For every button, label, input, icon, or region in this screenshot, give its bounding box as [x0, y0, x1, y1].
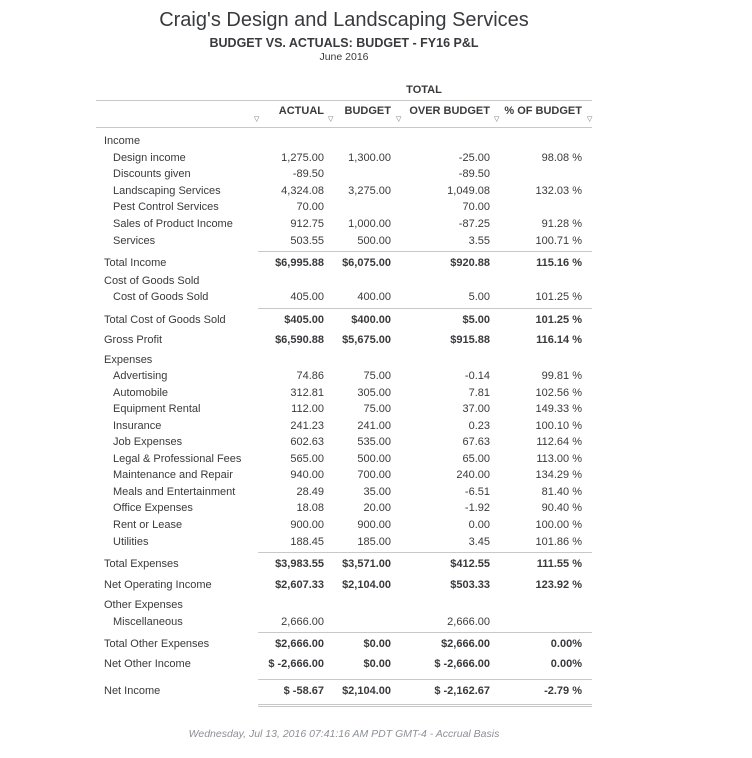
row-label: Income: [104, 135, 141, 147]
row-label: Legal & Professional Fees: [113, 453, 242, 465]
pct-budget-value[interactable]: 100.10 %: [535, 420, 582, 432]
budget-value[interactable]: 400.00: [357, 291, 391, 303]
budget-value[interactable]: 75.00: [363, 370, 391, 382]
actual-value[interactable]: 565.00: [290, 453, 324, 465]
over-budget-value[interactable]: 7.81: [468, 387, 490, 399]
actual-value: $2,607.33: [275, 579, 324, 591]
budget-value[interactable]: 241.00: [357, 420, 391, 432]
pct-budget-value[interactable]: 100.71 %: [535, 235, 582, 247]
row-label: Total Cost of Goods Sold: [104, 314, 226, 326]
budget-value[interactable]: 1,000.00: [348, 218, 391, 230]
pct-budget-value[interactable]: 98.08 %: [541, 152, 582, 164]
row-label: Advertising: [113, 370, 168, 382]
section-header-row: [96, 354, 592, 370]
row-label: Net Operating Income: [104, 579, 212, 591]
over-budget-value: $2,666.00: [441, 638, 490, 650]
row-label: Gross Profit: [104, 334, 163, 346]
actual-value[interactable]: 602.63: [290, 436, 324, 448]
line-item-row[interactable]: [96, 469, 592, 485]
actual-value[interactable]: 241.23: [290, 420, 324, 432]
over-budget-value[interactable]: 37.00: [462, 403, 490, 415]
row-label: Cost of Goods Sold: [104, 275, 200, 287]
actual-value[interactable]: 912.75: [290, 218, 324, 230]
actual-value[interactable]: 1,275.00: [281, 152, 324, 164]
budget-value: $0.00: [363, 658, 391, 670]
row-label: Cost of Goods Sold: [113, 291, 209, 303]
actual-value[interactable]: 112.00: [291, 403, 324, 415]
row-label: Services: [113, 235, 156, 247]
pct-budget-value: 115.16 %: [536, 257, 582, 269]
actual-value[interactable]: 28.49: [296, 486, 324, 498]
column-over-budget[interactable]: OVER BUDGET: [409, 105, 490, 117]
pct-budget-value[interactable]: 100.00 %: [535, 519, 582, 531]
line-item-row[interactable]: [96, 403, 592, 419]
budget-value: $400.00: [351, 314, 391, 326]
budget-value: $3,571.00: [342, 558, 391, 570]
over-budget-value[interactable]: -89.50: [458, 168, 490, 180]
sort-end-icon[interactable]: ▽: [587, 116, 593, 123]
actual-value[interactable]: 2,666.00: [281, 616, 324, 628]
total-row: [96, 658, 592, 674]
pct-budget-value[interactable]: 113.00 %: [536, 453, 582, 465]
actual-value[interactable]: 940.00: [290, 469, 324, 481]
line-item-row[interactable]: [96, 387, 592, 403]
actual-value[interactable]: 188.45: [290, 536, 324, 548]
sort-over-budget-icon[interactable]: ▽: [396, 116, 402, 123]
actual-value[interactable]: 503.55: [290, 235, 324, 247]
line-item-row[interactable]: [96, 486, 592, 502]
actual-value[interactable]: 900.00: [290, 519, 324, 531]
actual-value[interactable]: 70.00: [296, 201, 324, 213]
company-name: Craig's Design and Landscaping Services: [159, 9, 529, 31]
over-budget-value[interactable]: 3.55: [468, 235, 490, 247]
pct-budget-value: 111.55 %: [536, 558, 582, 570]
pct-budget-value[interactable]: 149.33 %: [535, 403, 582, 415]
total-row: [96, 579, 592, 595]
report-title: BUDGET VS. ACTUALS: BUDGET - FY16 P&L: [209, 36, 479, 50]
total-row: [96, 635, 592, 655]
over-budget-value[interactable]: -25.00: [458, 152, 490, 164]
row-label: Utilities: [113, 536, 149, 548]
actual-value: $2,666.00: [275, 638, 324, 650]
over-budget-value: $ -2,666.00: [434, 658, 490, 670]
row-label: Miscellaneous: [113, 616, 183, 628]
line-item-row[interactable]: [96, 370, 592, 386]
line-item-row[interactable]: [96, 536, 592, 552]
total-row: [96, 334, 592, 350]
row-label: Landscaping Services: [113, 185, 221, 197]
actual-value[interactable]: 18.08: [296, 502, 324, 514]
row-label: Sales of Product Income: [113, 218, 233, 230]
section-header-row: [96, 275, 592, 291]
over-budget-value[interactable]: 65.00: [462, 453, 490, 465]
pct-budget-value[interactable]: 102.56 %: [535, 387, 582, 399]
pct-budget-value[interactable]: 112.64 %: [536, 436, 582, 448]
row-label: Total Expenses: [104, 558, 179, 570]
budget-value[interactable]: 185.00: [357, 536, 391, 548]
row-label: Equipment Rental: [113, 403, 201, 415]
line-item-row[interactable]: [96, 502, 592, 518]
line-item-row[interactable]: [96, 616, 592, 632]
column-header-row: [96, 100, 592, 128]
row-label: Total Other Expenses: [104, 638, 210, 650]
row-label: Other Expenses: [104, 599, 183, 611]
budget-value: $6,075.00: [342, 257, 391, 269]
actual-value: $405.00: [284, 314, 324, 326]
pct-budget-value[interactable]: 91.28 %: [541, 218, 582, 230]
pct-budget-value: -2.79 %: [544, 685, 582, 697]
line-item-row[interactable]: [96, 218, 592, 234]
row-label: Maintenance and Repair: [113, 469, 233, 481]
row-label: Discounts given: [113, 168, 191, 180]
over-budget-value: $920.88: [450, 257, 490, 269]
over-budget-value[interactable]: -6.51: [464, 486, 490, 498]
row-label: Pest Control Services: [113, 201, 219, 213]
budget-value[interactable]: 75.00: [363, 403, 391, 415]
total-column-group: TOTAL: [406, 84, 442, 96]
line-item-row[interactable]: [96, 436, 592, 452]
line-item-row[interactable]: [96, 420, 592, 436]
over-budget-value[interactable]: 67.63: [462, 436, 490, 448]
pct-budget-value: 123.92 %: [535, 579, 582, 591]
budget-value[interactable]: 535.00: [357, 436, 391, 448]
budget-value[interactable]: 35.00: [363, 486, 391, 498]
budget-value[interactable]: 1,300.00: [348, 152, 391, 164]
pct-budget-value[interactable]: 134.29 %: [535, 469, 582, 481]
budget-value: $0.00: [363, 638, 391, 650]
row-label: Net Other Income: [104, 658, 191, 670]
column-budget[interactable]: BUDGET: [344, 105, 391, 117]
sort-budget-icon[interactable]: ▽: [328, 116, 334, 123]
line-item-row[interactable]: [96, 235, 592, 251]
over-budget-value[interactable]: 3.45: [468, 536, 490, 548]
pct-budget-value: 0.00%: [550, 658, 582, 670]
budget-value[interactable]: 900.00: [357, 519, 391, 531]
budget-value[interactable]: 20.00: [363, 502, 391, 514]
over-budget-value[interactable]: 1,049.08: [447, 185, 490, 197]
pct-budget-value: 101.25 %: [535, 314, 582, 326]
over-budget-value: $915.88: [450, 334, 490, 346]
over-budget-value[interactable]: 5.00: [468, 291, 490, 303]
actual-value[interactable]: 74.86: [296, 370, 324, 382]
over-budget-value[interactable]: 2,666.00: [447, 616, 490, 628]
row-label: Automobile: [113, 387, 169, 399]
over-budget-value: $412.55: [450, 558, 490, 570]
actual-value: $3,983.55: [275, 558, 324, 570]
pct-budget-value[interactable]: 90.40 %: [541, 502, 582, 514]
line-item-row[interactable]: [96, 152, 592, 168]
line-item-row[interactable]: [96, 201, 592, 217]
budget-value[interactable]: 500.00: [357, 453, 391, 465]
row-label: Expenses: [104, 354, 153, 366]
over-budget-value[interactable]: 0.23: [468, 420, 490, 432]
pct-budget-value[interactable]: 132.03 %: [535, 185, 582, 197]
line-item-row[interactable]: [96, 291, 592, 307]
row-label: Meals and Entertainment: [113, 486, 236, 498]
column-actual[interactable]: ACTUAL: [278, 105, 324, 117]
row-label: Net Income: [104, 685, 161, 697]
budget-value[interactable]: 700.00: [357, 469, 391, 481]
section-header-row: [96, 135, 592, 151]
row-label: Job Expenses: [113, 436, 183, 448]
over-budget-value[interactable]: 240.00: [456, 469, 490, 481]
actual-value[interactable]: 312.81: [290, 387, 324, 399]
over-budget-value[interactable]: -1.92: [464, 502, 490, 514]
over-budget-value[interactable]: 70.00: [462, 201, 490, 213]
actual-value: $6,590.88: [275, 334, 324, 346]
budget-value: $2,104.00: [342, 579, 391, 591]
row-label: Rent or Lease: [113, 519, 183, 531]
pct-budget-value: 0.00%: [550, 638, 582, 650]
total-row: [96, 682, 592, 702]
budget-value: $5,675.00: [342, 334, 391, 346]
total-row: [96, 555, 592, 575]
budget-value[interactable]: 305.00: [357, 387, 391, 399]
total-row: [96, 311, 592, 331]
line-item-row[interactable]: [96, 519, 592, 535]
sort-actual-icon[interactable]: ▽: [254, 116, 260, 123]
over-budget-value: $5.00: [462, 314, 490, 326]
actual-value: $ -58.67: [283, 685, 324, 697]
pct-budget-value: 116.14 %: [536, 334, 582, 346]
pct-budget-value[interactable]: 101.86 %: [535, 536, 582, 548]
row-label: Insurance: [113, 420, 162, 432]
line-item-row[interactable]: [96, 168, 592, 184]
row-label: Total Income: [104, 257, 167, 269]
actual-value[interactable]: 4,324.08: [281, 185, 324, 197]
sort-pct-budget-icon[interactable]: ▽: [494, 116, 500, 123]
budget-value[interactable]: 500.00: [357, 235, 391, 247]
line-item-row[interactable]: [96, 185, 592, 201]
actual-value: $6,995.88: [275, 257, 324, 269]
budget-value: $2,104.00: [342, 685, 391, 697]
line-item-row[interactable]: [96, 453, 592, 469]
actual-value[interactable]: 405.00: [290, 291, 324, 303]
total-row: [96, 254, 592, 274]
over-budget-value: $503.33: [450, 579, 490, 591]
pct-budget-value[interactable]: 81.40 %: [541, 486, 582, 498]
row-label: Office Expenses: [113, 502, 193, 514]
column-pct-budget[interactable]: % OF BUDGET: [504, 105, 582, 117]
over-budget-value[interactable]: 0.00: [468, 519, 490, 531]
over-budget-value: $ -2,162.67: [434, 685, 490, 697]
pct-budget-value[interactable]: 101.25 %: [535, 291, 582, 303]
over-budget-value[interactable]: -0.14: [464, 370, 490, 382]
actual-value[interactable]: -89.50: [292, 168, 324, 180]
budget-value[interactable]: 3,275.00: [348, 185, 391, 197]
row-label: Design income: [113, 152, 186, 164]
report-period: June 2016: [319, 51, 369, 63]
actual-value: $ -2,666.00: [268, 658, 324, 670]
pct-budget-value[interactable]: 99.81 %: [541, 370, 582, 382]
report-footer: Wednesday, Jul 13, 2016 07:41:16 AM PDT GMT-4 - Accrual Basis: [188, 728, 500, 740]
over-budget-value[interactable]: -87.25: [458, 218, 490, 230]
section-header-row: [96, 599, 592, 615]
